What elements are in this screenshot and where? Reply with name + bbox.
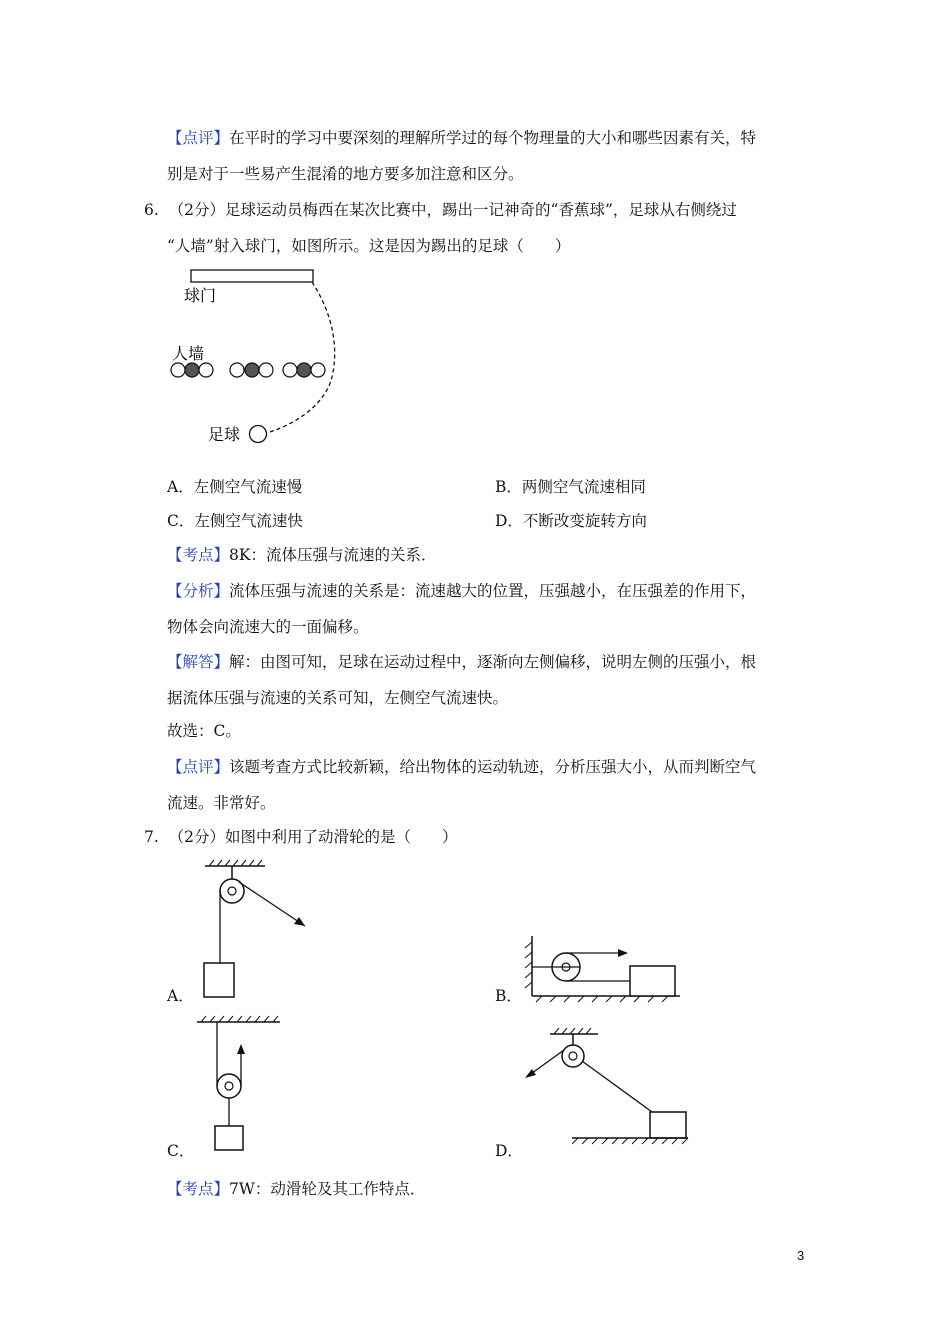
q6-dianping-1: 【点评】该题考查方式比较新颖，给出物体的运动轨迹，分析压强大小，从而判断空气 — [167, 758, 757, 776]
tag-bracket: 【点评】 — [167, 129, 230, 147]
q6-jieda-3: 故选：C。 — [167, 722, 241, 740]
q6-option-a: A．左侧空气流速慢 — [167, 478, 303, 496]
review-line-2: 别是对于一些易产生混淆的地方要多加注意和区分。 — [167, 165, 524, 183]
q7-kaodian: 【考点】7W：动滑轮及其工作特点． — [167, 1180, 426, 1198]
ball-icon — [250, 426, 267, 443]
q7-figure-c — [195, 1014, 285, 1154]
q7-figure-a — [195, 858, 305, 1003]
q6-fenxi-1: 【分析】流体压强与流速的关系是：流速越大的位置，压强越小，在压强差的作用下， — [167, 582, 757, 600]
q7-line-1: 7. （2分）如图中利用了动滑轮的是（ ） — [144, 828, 458, 846]
page-number: 3 — [797, 1248, 805, 1263]
wall-players — [171, 363, 325, 377]
q6-figure — [160, 262, 360, 452]
q7-figure-b — [520, 932, 685, 1004]
wall-label: 人墙 — [172, 346, 205, 363]
ball-label: 足球 — [208, 427, 241, 444]
q7-label-d: D． — [495, 1142, 523, 1160]
q7-label-c: C． — [167, 1142, 195, 1160]
ball-trajectory — [270, 282, 335, 432]
q7-label-b: B． — [495, 987, 522, 1005]
q6-option-c: C．左侧空气流速快 — [167, 512, 303, 530]
q6-jieda-1: 【解答】解：由图可知，足球在运动过程中，逐渐向左侧偏移，说明左侧的压强小，根 — [167, 653, 757, 671]
q6-line-2: “人墙”射入球门，如图所示。这是因为踢出的足球（ ） — [167, 237, 571, 255]
goal-rect — [191, 270, 313, 282]
q6-line-1: 6. （2分）足球运动员梅西在某次比赛中，踢出一记神奇的“香蕉球”，足球从右侧绕过 — [144, 201, 737, 219]
q6-fenxi-2: 物体会向流速大的一面偏移。 — [167, 618, 369, 636]
goal-label: 球门 — [184, 288, 217, 305]
q6-jieda-2: 据流体压强与流速的关系可知，左侧空气流速快。 — [167, 689, 509, 707]
q6-dianping-2: 流速。非常好。 — [167, 794, 276, 812]
q6-option-d: D．不断改变旋转方向 — [495, 512, 647, 530]
q7-label-a: A． — [167, 987, 194, 1005]
q6-kaodian: 【考点】8K：流体压强与流速的关系． — [167, 546, 437, 564]
q7-figure-d — [520, 1026, 690, 1154]
q6-option-b: B．两侧空气流速相同 — [495, 478, 646, 496]
review-line-1: 【点评】在平时的学习中要深刻的理解所学过的每个物理量的大小和哪些因素有关，特 — [167, 129, 757, 147]
